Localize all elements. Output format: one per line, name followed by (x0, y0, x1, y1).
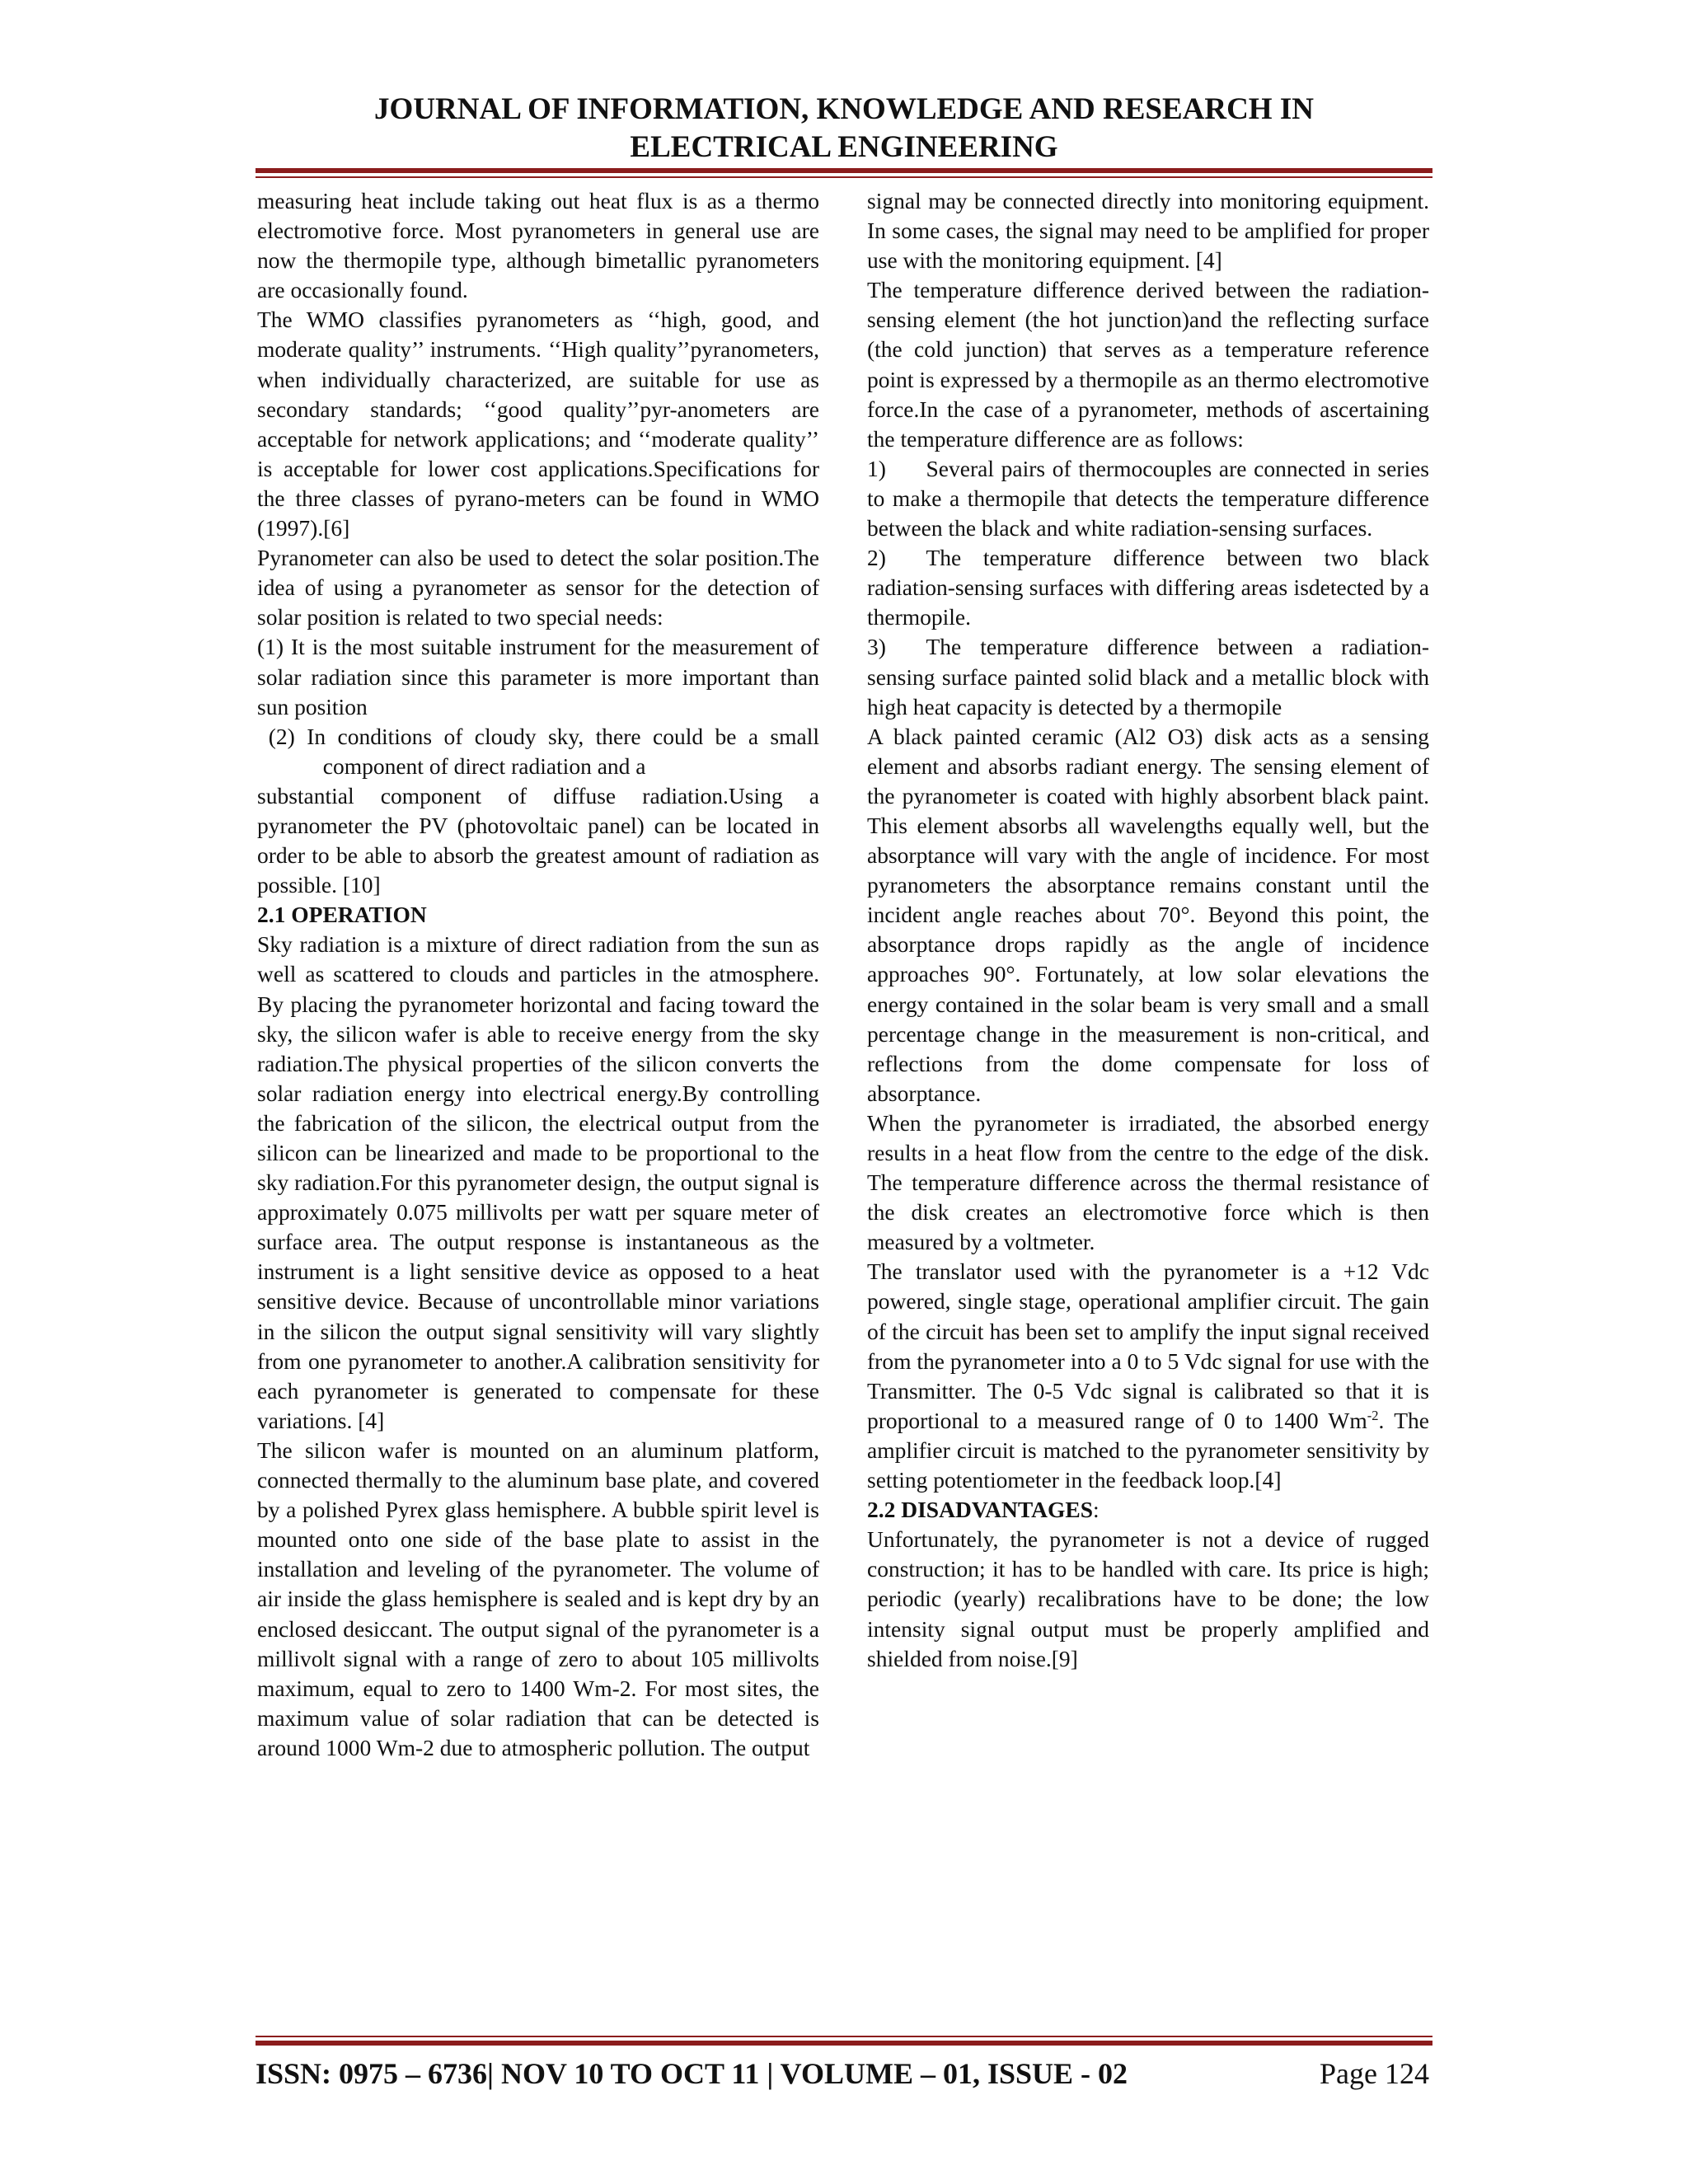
list-item (867, 632, 1429, 721)
superscript: -2 (1367, 1407, 1379, 1423)
paragraph: When the pyranometer is irradiated, the absorbed energy results in a heat flow from the centre to the edge of the disk. The temperature difference across the thermal resistance of the disk creates an electromotive force which is then measured by a voltmeter. (867, 1109, 1429, 1255)
paragraph: A black painted ceramic (Al2 O3) disk acts as a sensing element and absorbs radiant energy. The sensing element of the pyranometer is coated with highly absorbent black paint. This element absorbs all wavelengths equally well, but the absorptance will vary with the angle of incidence. For most pyranometers the absorptance remains constant until the incident angle reaches about 70°. Beyond this point, the absorptance drops rapidly as the angle of incidence approaches 90°. Fortunately, at low solar elevations the energy contained in the solar beam is very small and a small percentage change in the measurement is non-critical, and reflections from the dome compensate for loss of absorptance. (867, 723, 1429, 1106)
paragraph: signal may be connected directly into monitoring equipment. In some cases, the signal may need to be amplified for proper use with the monitoring equipment. [4] (867, 188, 1429, 274)
paragraph: The silicon wafer is mounted on an aluminum platform, connected thermally to the aluminum base plate, and covered by a polished Pyrex glass hemisphere. A bubble spirit level is mounted onto one side of the base plate to assist in the installation and leveling of the pyranometer. The volume of air inside the glass hemisphere is sealed and is kept dry by an enclosed desiccant. The output signal of the pyranometer is a millivolt signal with a range of zero to about 105 millivolts maximum, equal to zero to 1400 Wm-2. For most sites, the maximum value of solar radiation that can be detected is around 1000 Wm-2 due to atmospheric pollution. The output (257, 1436, 819, 1760)
list-text: Several pairs of thermocouples are connected in series to make a thermopile that detects the temperature difference between the black and white radiation-sensing surfaces. (867, 455, 1429, 541)
list-number: 2) (867, 545, 886, 571)
header-rule-thin (256, 176, 1432, 178)
list-number: 3) (867, 634, 886, 660)
journal-title-line1: JOURNAL OF INFORMATION, KNOWLEDGE AND RESEARCH IN (374, 92, 1314, 126)
paragraph: The temperature difference derived between the radiation-sensing element (the hot junction)and the reflecting surface (the cold junction) that serves as a temperature reference point is expressed by a thermopile as an thermo electromotive force.In the case of a pyranometer, methods of ascertaining the temperature difference are as follows: (867, 277, 1429, 452)
list-item (867, 454, 1429, 543)
paragraph: The WMO classifies pyranometers as ‘‘high, good, and moderate quality’’ instruments. ‘‘High quality’’pyranometers, when individually characterized, are suitable for use as secondary standards; ‘‘good quality’’pyr-anometers are acceptable for network applications; and ‘‘moderate quality’’ is acceptable for lower cost applications.Specifications for the three classes of pyrano-meters can be found in WMO (1997).[6] (257, 307, 819, 541)
right-column (867, 186, 1429, 1674)
text-run: . The amplifier circuit is matched to the pyranometer sensitivity by setting potentiometer in the feedback loop.[4] (867, 1407, 1430, 1493)
list-text: The temperature difference between two black radiation-sensing surfaces with differing areas isdetected by a thermopile. (867, 545, 1429, 630)
paragraph: substantial component of diffuse radiation.Using a pyranometer the PV (photovoltaic panel) can be located in order to be able to absorb the greatest amount of radiation as possible. [10] (257, 782, 819, 898)
paragraph: (1) It is the most suitable instrument for the measurement of solar radiation since this parameter is more important than sun position (257, 634, 819, 719)
journal-title (256, 91, 1432, 166)
left-column (257, 186, 819, 1763)
header-rule-thick (256, 168, 1432, 173)
section-heading: 2.1 OPERATION (257, 902, 427, 928)
paragraph (867, 1257, 1429, 1495)
heading-colon: : (1093, 1497, 1100, 1523)
page-number: Page 124 (1320, 2057, 1429, 2090)
list-text: The temperature difference between a radiation-sensing surface painted solid black and a metallic block with high heat capacity is detected by a thermopile (867, 634, 1429, 719)
footer-rule-thin (256, 2036, 1432, 2037)
paragraph: Sky radiation is a mixture of direct radiation from the sun as well as scattered to clouds and particles in the atmosphere. By placing the pyranometer horizontal and facing toward the sky, the silicon wafer is able to receive energy from the sky radiation.The physical properties of the silicon converts the solar radiation energy into electrical energy.By controlling the fabrication of the silicon, the electrical output from the silicon can be linearized and made to be proportional to the sky radiation.For this pyranometer design, the output signal is approximately 0.075 millivolts per watt per square meter of surface area. The output response is instantaneous as the instrument is a light sensitive device as opposed to a heat sensitive device. Because of uncontrollable minor variations in the silicon the output signal sensitivity will vary slightly from one pyranometer to another.A calibration sensitivity for each pyranometer is generated to compensate for these variations. [4] (257, 931, 819, 1433)
list-number: 1) (867, 455, 886, 481)
text-run: The translator used with the pyranometer is a +12 Vdc powered, single stage, operational amplifier circuit. The gain of the circuit has been set to amplify the input signal received from the pyranometer into a 0 to 5 Vdc signal for use with the Transmitter. The 0-5 Vdc signal is calibrated so that it is proportional to a measured range of 0 to 1400 Wm (867, 1258, 1429, 1433)
paragraph: Pyranometer can also be used to detect the solar position.The idea of using a pyranometer as sensor for the detection of solar position is related to two special needs: (257, 545, 819, 630)
section-heading: 2.2 DISADVANTAGES (867, 1497, 1094, 1523)
paragraph: measuring heat include taking out heat flux is as a thermo electromotive force. Most pyranometers in general use are now the thermopile type, although bimetallic pyranometers are occasionally found. (257, 188, 819, 303)
issn-line: ISSN: 0975 – 6736| NOV 10 TO OCT 11 | VOLUME – 01, ISSUE - 02 (256, 2057, 1128, 2090)
footer-rule-thick (256, 2041, 1432, 2046)
list-item (867, 543, 1429, 632)
journal-title-line2: ELECTRICAL ENGINEERING (630, 130, 1058, 164)
section-heading-line (867, 1495, 1429, 1525)
paragraph: (2) In conditions of cloudy sky, there could be a small component of direct radiation and a (268, 723, 819, 779)
paragraph: Unfortunately, the pyranometer is not a device of rugged construction; it has to be handled with care. Its price is high; periodic (yearly) recalibrations have to be done; the low intensity signal output must be properly amplified and shielded from noise.[9] (867, 1526, 1429, 1671)
